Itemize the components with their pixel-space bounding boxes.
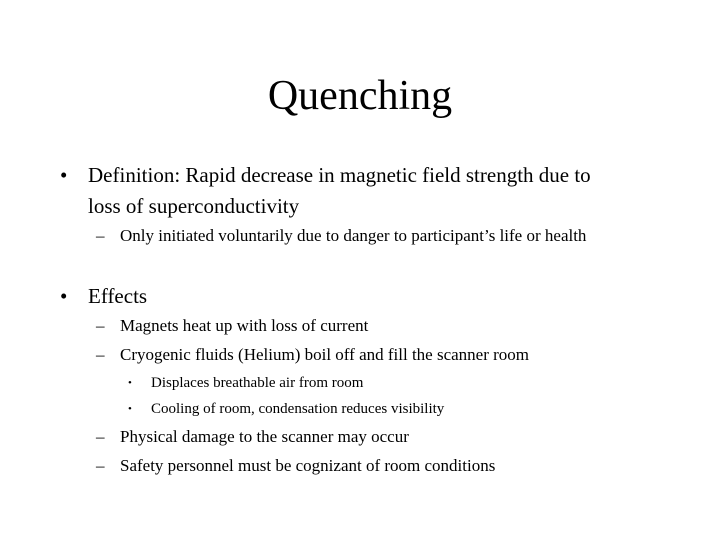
sub-bullet-text: Safety personnel must be cognizant of room conditions [120, 456, 496, 475]
dash-marker: – [96, 226, 105, 245]
sub-bullet-cryogenic [96, 342, 529, 368]
sub-bullet-magnets-heat [96, 313, 368, 339]
slide-title: Quenching [267, 73, 453, 119]
sub-bullet-physical-damage [96, 424, 409, 450]
sub-bullet-text: Physical damage to the scanner may occur [120, 427, 409, 446]
sub-bullet-text: Cryogenic fluids (Helium) boil off and fill the scanner room [120, 345, 530, 364]
sub-bullet-text: Magnets heat up with loss of current [120, 316, 369, 335]
dash-marker: – [96, 316, 105, 335]
sub-sub-bullet-air [128, 372, 363, 394]
dash-marker: – [96, 427, 105, 446]
sub-sub-bullet-text: Cooling of room, condensation reduces visibility [151, 401, 445, 417]
sub-sub-bullet-text: Displaces breathable air from room [151, 375, 364, 391]
bullet-marker: • [128, 377, 132, 389]
sub-bullet-text: Only initiated voluntarily due to danger to participant’s life or health [120, 226, 587, 245]
bullet-text-line: Effects [88, 284, 148, 308]
dash-marker: – [96, 456, 105, 475]
sub-bullet-safety-personnel [96, 453, 495, 479]
bullet-marker: • [128, 403, 132, 415]
dash-marker: – [96, 345, 105, 364]
bullet-text-line: loss of superconductivity [88, 194, 300, 218]
bullet-marker: • [60, 163, 68, 187]
bullet-marker: • [60, 284, 68, 308]
sub-bullet-voluntary [96, 223, 586, 249]
sub-sub-bullet-cooling [128, 398, 444, 420]
bullet-text-line: Definition: Rapid decrease in magnetic field strength due to [88, 163, 591, 187]
